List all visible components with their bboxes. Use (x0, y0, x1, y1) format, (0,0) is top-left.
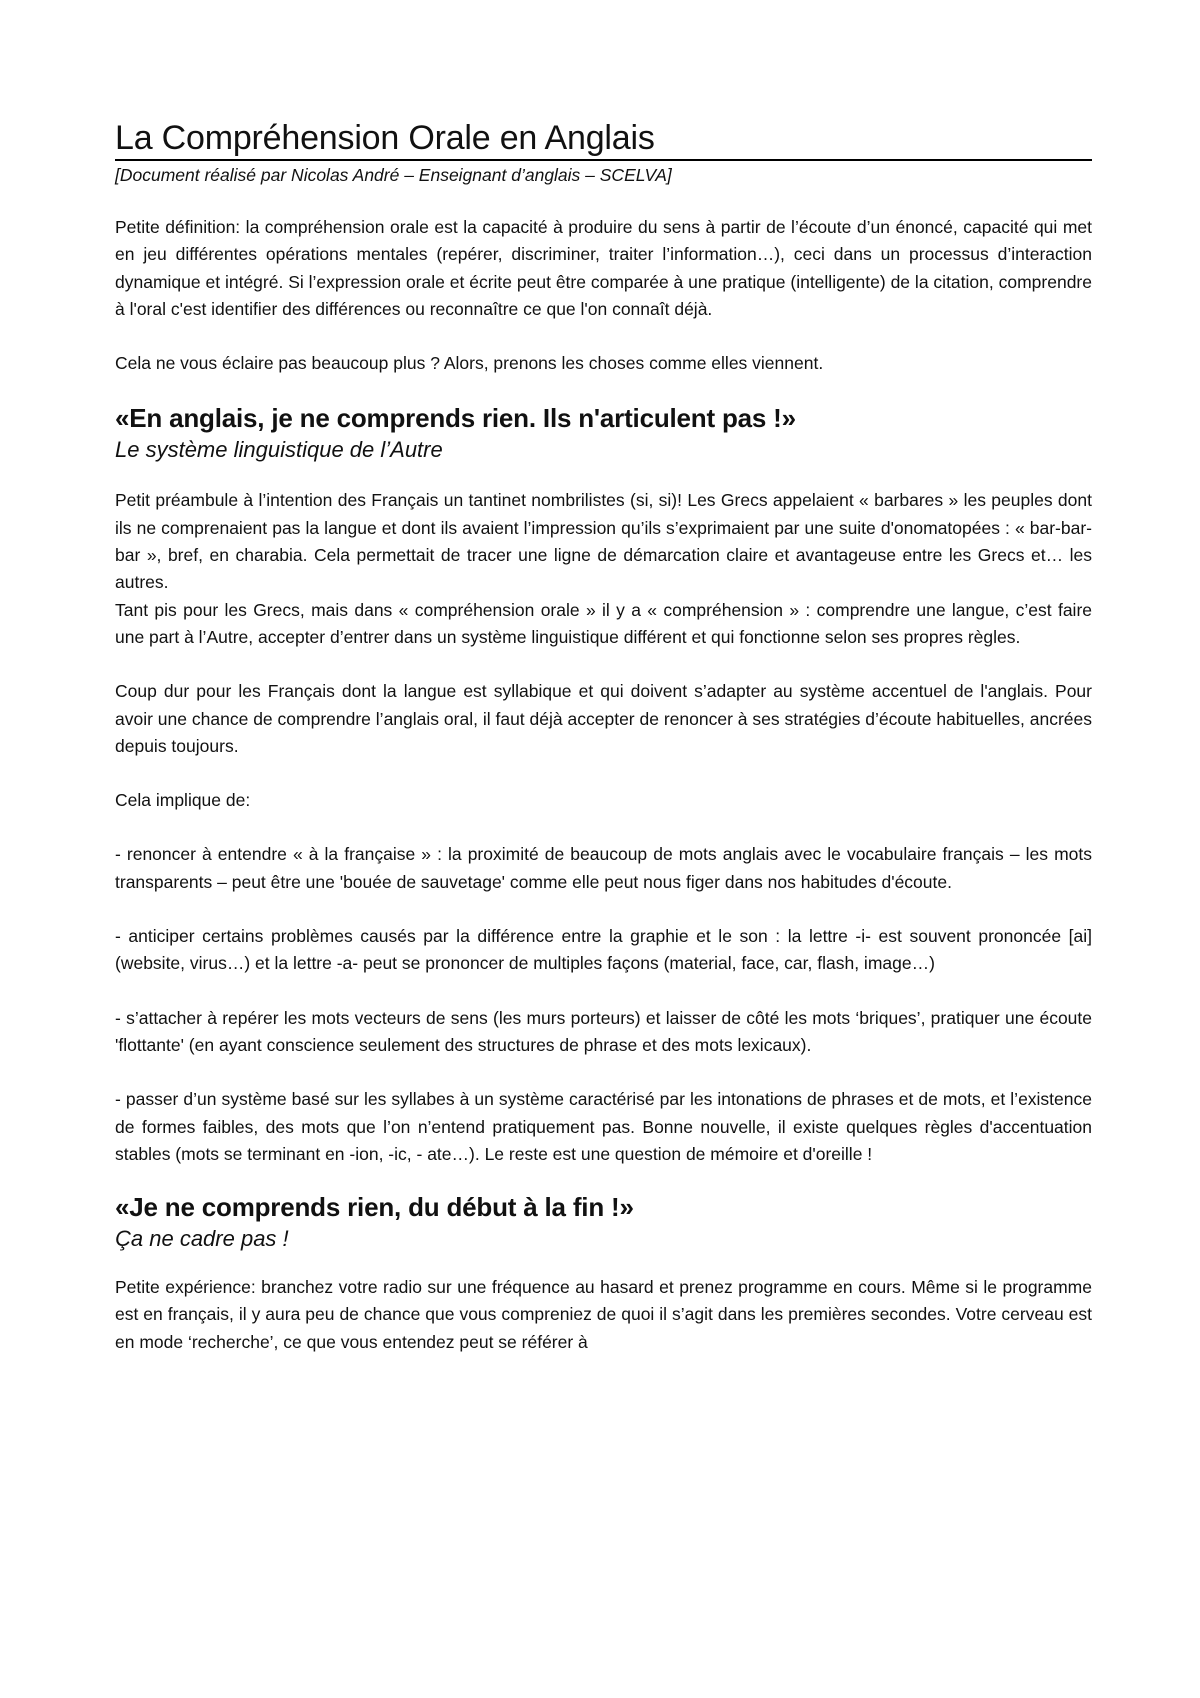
section-heading: «En anglais, je ne comprends rien. Ils n'articulent pas !» (115, 403, 796, 434)
document-subtitle: [Document réalisé par Nicolas André – Enseignant d’anglais – SCELVA] (115, 165, 672, 185)
section-paragraph: Petite expérience: branchez votre radio sur une fréquence au hasard et prenez programme en cours. Même si le programme est en français, il y aura peu de chance que vous compreniez de quoi il s’agit dans les premières secondes. Votre cerveau est en mode ‘recherche’, ce que vous entendez peut se référer à (115, 1277, 1092, 1352)
list-item: - anticiper certains problèmes causés par la différence entre la graphie et le son : la lettre -i- est souvent prononcée [ai] (website, virus…) et la lettre -a- peut se prononcer de multiples façons (material, face, car, flash, image…) (115, 926, 1092, 974)
intro-paragraph: Petite définition: la compréhension orale est la capacité à produire du sens à partir de l’écoute d’un énoncé, capacité qui met en jeu différentes opérations mentales (repérer, discriminer, traiter l’information…), ceci dans un processus d’interaction dynamique et intégré. Si l’expression orale et écrite peut être comparée à une pratique (intelligente) de la citation, comprendre à l'oral c'est identifier des différences ou reconnaître ce que l'on connaît déjà. (115, 217, 1092, 319)
document-title: La Compréhension Orale en Anglais (115, 118, 1092, 161)
intro-paragraph-2: Cela ne vous éclaire pas beaucoup plus ? Alors, prenons les choses comme elles viennent. (115, 353, 824, 374)
document-page (115, 118, 1092, 1356)
list-item: - passer d’un système basé sur les syllabes à un système caractérisé par les intonations de phrases et de mots, et l’existence de formes faibles, des mots que l’on n’entend pratiquement pas. Bonne nouvelle, il existe quelques règles d'accentuation stables (mots se terminant en -ion, -ic, - ate…). Le reste est une question de mémoire et d'oreille ! (115, 1089, 1092, 1164)
section-heading: «Je ne comprends rien, du début à la fin !» (115, 1192, 634, 1223)
section-paragraph: Coup dur pour les Français dont la langue est syllabique et qui doivent s’adapter au système accentuel de l'anglais. Pour avoir une chance de comprendre l’anglais oral, il faut déjà accepter de renoncer à ses stratégies d’écoute habituelles, ancrées depuis toujours. (115, 681, 1092, 756)
section-subheading: Ça ne cadre pas ! (115, 1226, 289, 1252)
section-paragraph: Cela implique de: (115, 790, 251, 811)
section-paragraph: Tant pis pour les Grecs, mais dans « compréhension orale » il y a « compréhension » : comprendre une langue, c’est faire une part à l’Autre, accepter d’entrer dans un système linguistique différent et qui fonctionne selon ses propres règles. (115, 599, 1092, 647)
section-paragraph: Petit préambule à l’intention des Français un tantinet nombrilistes (si, si)! Les Grecs appelaient « barbares » les peuples dont ils ne comprenaient pas la langue et dont ils avaient l’impression qu’ils s’exprimaient par une suite d'onomatopées : « bar-bar-bar », bref, en charabia. Cela permettait de tracer une ligne de démarcation claire et avantageuse entre les Grecs et… les autres. (115, 490, 1092, 593)
list-item: - renoncer à entendre « à la française » : la proximité de beaucoup de mots anglais avec le vocabulaire français – les mots transparents – peut être une 'bouée de sauvetage' comme elle peut nous figer dans nos habitudes d'écoute. (115, 844, 1092, 892)
section-subheading: Le système linguistique de l’Autre (115, 437, 443, 463)
list-item: - s’attacher à repérer les mots vecteurs de sens (les murs porteurs) et laisser de côté les mots ‘briques’, pratiquer une écoute 'flottante' (en ayant conscience seulement des structures de phrase et des mots lexicaux). (115, 1007, 1092, 1055)
